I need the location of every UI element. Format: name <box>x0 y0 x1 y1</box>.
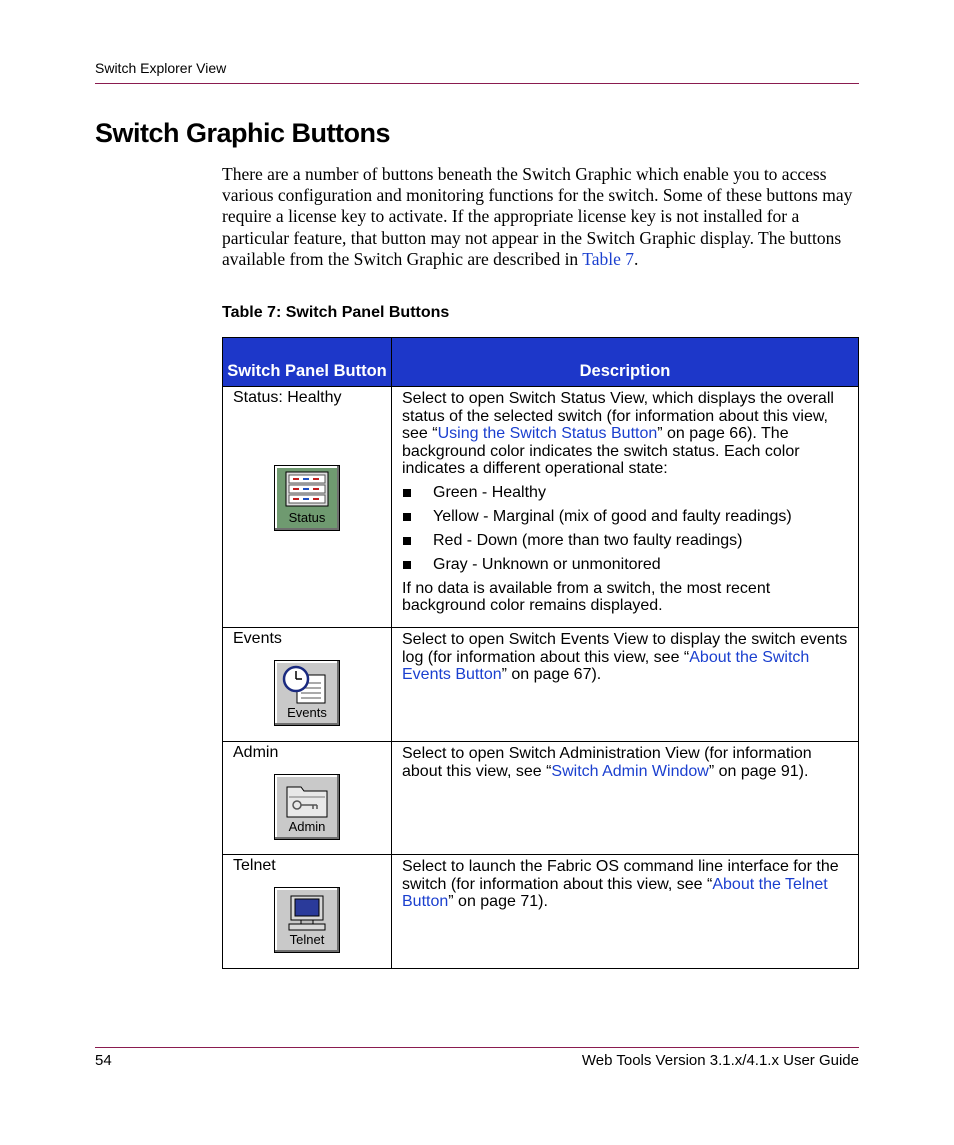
switch-admin-window-link[interactable]: Switch Admin Window <box>551 762 709 780</box>
description-before-link: Select to open Switch Events View to display the switch events log (for information about this view, see “ <box>402 631 848 666</box>
description-before-link: Select to open Switch Status View, which displays the overall status of the selected switch (for information about this view, see “ <box>402 390 834 442</box>
telnet-icon <box>274 887 340 953</box>
description-text <box>402 858 848 911</box>
running-head: Switch Explorer View <box>95 60 227 76</box>
button-name: Telnet <box>233 857 276 874</box>
description-after-link: ” on page 91). <box>708 762 809 780</box>
description-cell <box>392 742 859 855</box>
button-name: Events <box>233 630 282 647</box>
table-header-row <box>223 338 859 387</box>
description-after-link: ” on page 66). The background color indicates the switch status. Each color indicates a different operational state: <box>402 425 800 477</box>
using-switch-status-button-link[interactable]: Using the Switch Status Button <box>437 425 658 442</box>
description-after-link: ” on page 67). <box>501 666 602 683</box>
table-row <box>223 742 859 855</box>
footer-rule <box>95 1047 859 1048</box>
button-cell <box>223 387 392 628</box>
about-switch-events-button-link[interactable]: About the Switch Events Button <box>402 648 810 683</box>
state-list <box>402 484 848 574</box>
table-row <box>223 628 859 742</box>
description-after-link: ” on page 71). <box>448 893 548 910</box>
description-text <box>402 745 848 780</box>
list-item: Gray - Unknown or unmonitored <box>402 556 848 574</box>
button-cell <box>223 855 392 969</box>
document-title: Web Tools Version 3.1.x/4.1.x User Guide <box>581 1052 859 1069</box>
table-row <box>223 855 859 969</box>
events-icon-label: Events <box>287 705 327 720</box>
table-row <box>223 387 859 628</box>
description-cell <box>392 855 859 969</box>
list-item: Green - Healthy <box>402 484 848 502</box>
status-icon <box>274 465 340 531</box>
header-switch-panel-button: Switch Panel Button <box>223 338 392 387</box>
table-7-link[interactable]: Table 7 <box>582 248 634 269</box>
list-item: Yellow - Marginal (mix of good and faulty readings) <box>402 508 848 526</box>
admin-icon <box>274 774 340 840</box>
description-cell <box>392 387 859 628</box>
button-cell <box>223 742 392 855</box>
page-title: Switch Graphic Buttons <box>95 118 391 148</box>
status-note: If no data is available from a switch, the most recent background color remains displayed. <box>402 579 771 614</box>
about-telnet-button-link[interactable]: About the Telnet Button <box>402 875 828 910</box>
button-cell <box>223 628 392 742</box>
description-text <box>402 390 848 478</box>
table-caption: Table 7: Switch Panel Buttons <box>222 304 450 321</box>
header-description: Description <box>392 338 859 387</box>
intro-text-end: . <box>634 248 639 269</box>
intro-paragraph <box>222 164 858 270</box>
page-number: 54 <box>95 1052 112 1069</box>
description-before-link: Select to open Switch Administration View (for information about this view, see “ <box>402 745 812 780</box>
description-text <box>402 631 848 684</box>
status-icon-label: Status <box>288 510 326 525</box>
list-item: Red - Down (more than two faulty readings) <box>402 532 848 550</box>
switch-panel-buttons-table <box>222 337 859 969</box>
button-name: Status: Healthy <box>233 389 342 406</box>
admin-icon-label: Admin <box>288 819 326 834</box>
telnet-icon-label: Telnet <box>289 932 325 947</box>
description-cell <box>392 628 859 742</box>
header-rule <box>95 83 859 84</box>
button-name: Admin <box>233 744 279 761</box>
description-before-link: Select to launch the Fabric OS command line interface for the switch (for information about this view, see “ <box>402 858 839 893</box>
events-icon <box>274 660 340 726</box>
intro-text: There are a number of buttons beneath the Switch Graphic which enable you to access various configuration and monitoring functions for the switch. Some of these buttons may require a license key to activate. If the appropriate license key is not installed for a particular feature, that button may not appear in the Switch Graphic display. The buttons available from the Switch Graphic are described in <box>222 164 853 269</box>
